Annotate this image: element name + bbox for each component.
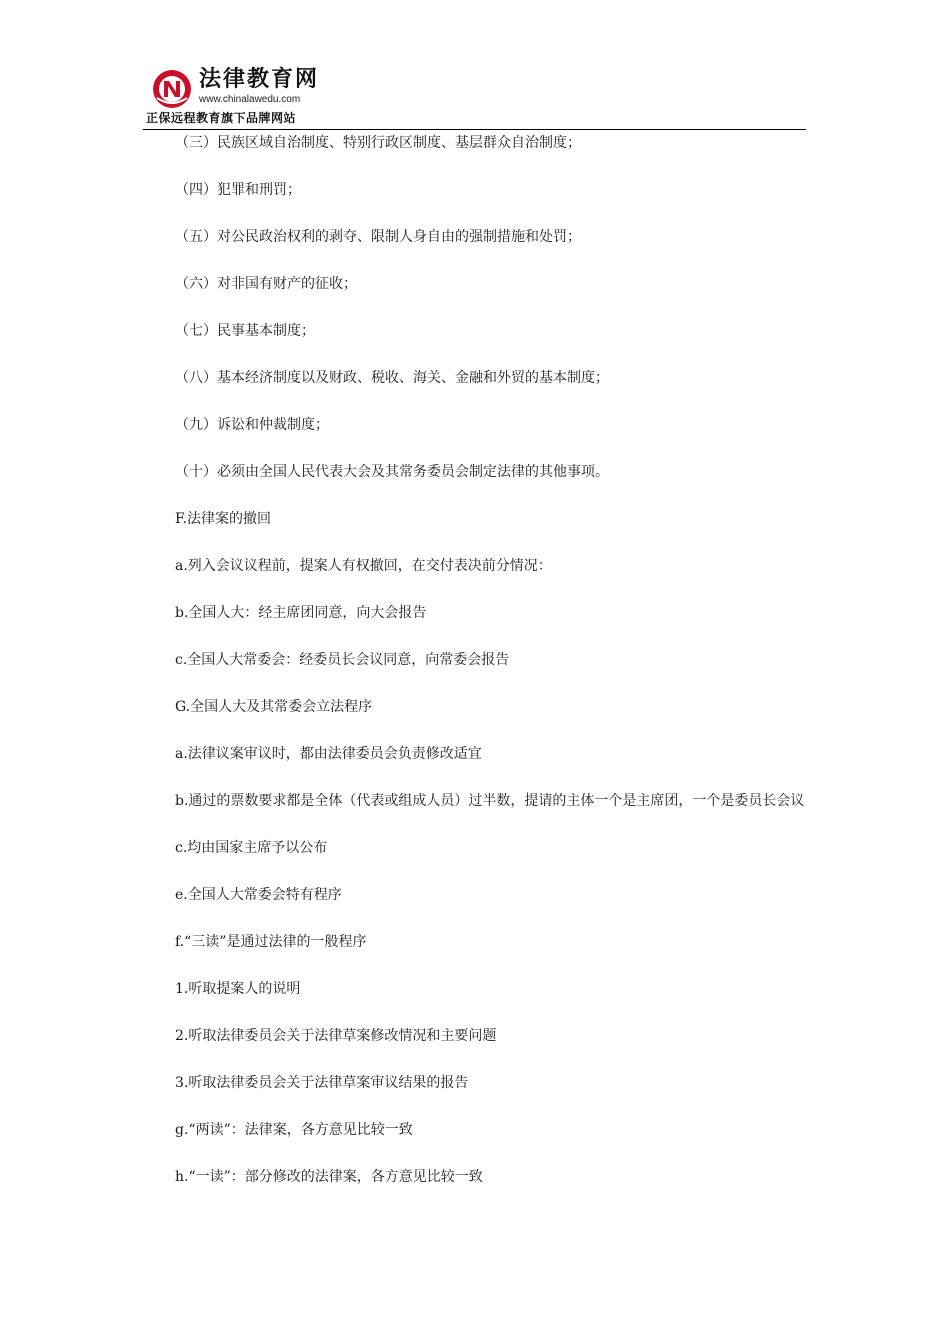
site-url[interactable]: www.chinalawedu.com xyxy=(199,94,301,105)
page-header xyxy=(143,64,806,130)
paragraph: （七）民事基本制度； xyxy=(175,323,315,339)
paragraph: 3.听取法律委员会关于法律草案审议结果的报告 xyxy=(175,1075,469,1091)
paragraph: c.全国人大常委会：经委员长会议同意，向常委会报告 xyxy=(175,652,510,668)
site-tagline: 正保远程教育旗下品牌网站 xyxy=(146,111,297,125)
paragraph: a.法律议案审议时，都由法律委员会负责修改适宜 xyxy=(175,746,482,762)
paragraph: 2.听取法律委员会关于法律草案修改情况和主要问题 xyxy=(175,1028,497,1044)
paragraph: b.通过的票数要求都是全体（代表或组成人员）过半数，提请的主体一个是主席团，一个是委员长会议 xyxy=(175,793,805,809)
paragraph: （三）民族区域自治制度、特别行政区制度、基层群众自治制度； xyxy=(175,135,581,151)
paragraph: （四）犯罪和刑罚； xyxy=(175,182,301,198)
chinalawedu-logo-icon xyxy=(151,68,193,110)
section-heading: F.法律案的撤回 xyxy=(175,511,271,527)
paragraph: （五）对公民政治权利的剥夺、限制人身自由的强制措施和处罚； xyxy=(175,229,581,245)
paragraph: a.列入会议议程前，提案人有权撤回，在交付表决前分情况： xyxy=(175,558,552,574)
paragraph: （八）基本经济制度以及财政、税收、海关、金融和外贸的基本制度； xyxy=(175,370,609,386)
paragraph: g.“两读”：法律案，各方意见比较一致 xyxy=(175,1122,413,1138)
header-divider xyxy=(143,129,806,130)
paragraph: c.均由国家主席予以公布 xyxy=(175,840,328,856)
paragraph: b.全国人大：经主席团同意，向大会报告 xyxy=(175,605,427,621)
paragraph: h.“一读”：部分修改的法律案，各方意见比较一致 xyxy=(175,1169,483,1185)
section-heading: G.全国人大及其常委会立法程序 xyxy=(175,699,373,715)
paragraph: e.全国人大常委会特有程序 xyxy=(175,887,342,903)
paragraph: （十）必须由全国人民代表大会及其常务委员会制定法律的其他事项。 xyxy=(175,464,609,480)
paragraph: （六）对非国有财产的征收； xyxy=(175,276,357,292)
paragraph: （九）诉讼和仲裁制度； xyxy=(175,417,329,433)
document-body xyxy=(143,132,808,1213)
paragraph: f.“三读”是通过法律的一般程序 xyxy=(175,934,367,950)
paragraph: 1.听取提案人的说明 xyxy=(175,981,301,997)
site-title: 法律教育网 xyxy=(199,67,320,92)
